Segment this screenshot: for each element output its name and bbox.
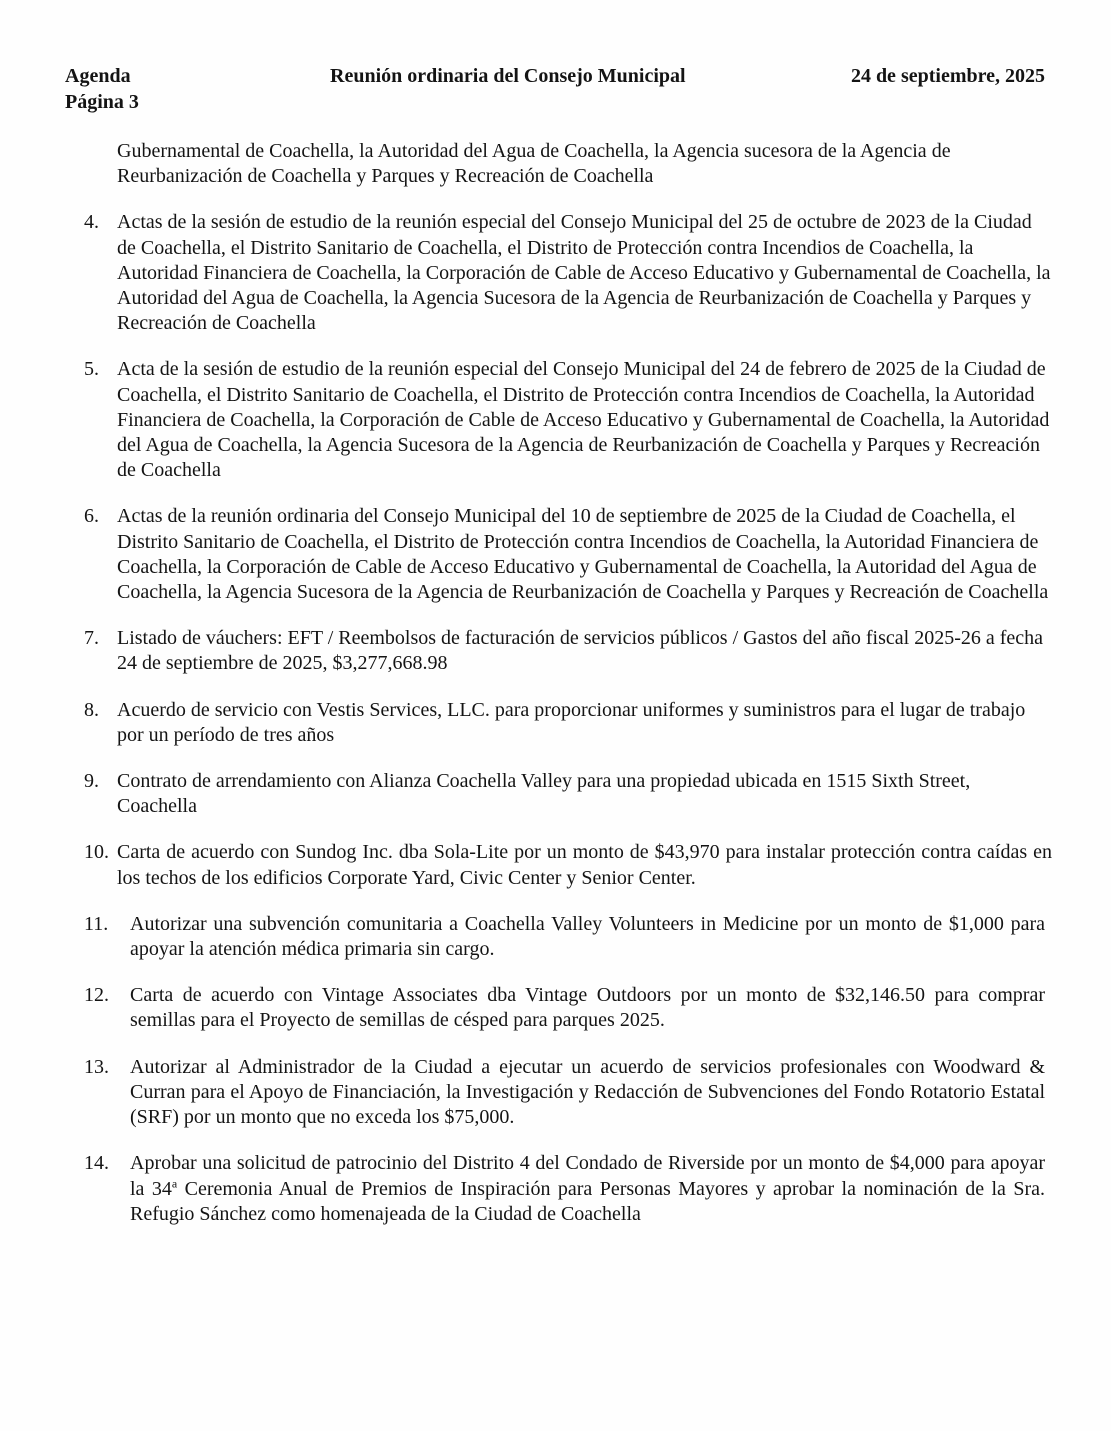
ordinal-superscript: a bbox=[171, 1175, 178, 1190]
agenda-item-8 bbox=[0, 698, 1111, 748]
continued-item-text: Gubernamental de Coachella, la Autoridad del Agua de Coachella, la Agencia sucesora de la Agencia de Reurbanización de Coachella y Parques y Recreación de Coachella bbox=[117, 140, 951, 188]
item-number: 4. bbox=[84, 211, 99, 234]
item-number: 14. bbox=[84, 1152, 109, 1175]
item-number: 6. bbox=[84, 505, 99, 528]
item-text: Actas de la reunión ordinaria del Consejo Municipal del 10 de septiembre de 2025 de la Ciudad de Coachella, el Distrito Sanitario de Coachella, el Distrito de Protección contra Incendios de Coachella, la Autoridad Financiera de Coachella, la Corporación de Cable de Acceso Educativo y Gubernamental de Coachella, la Autoridad del Agua de Coachella, la Agencia Sucesora de la Agencia de Reurbanización de Coachella y Parques y Recreación de Coachella bbox=[117, 505, 1049, 604]
header-meeting-date: 24 de septiembre, 2025 bbox=[850, 65, 1045, 87]
item-text: Autorizar una subvención comunitaria a Coachella Valley Volunteers in Medicine por un monto de $1,000 para apoyar la atención médica primaria sin cargo. bbox=[130, 912, 1045, 961]
item-text: Autorizar al Administrador de la Ciudad a ejecutar un acuerdo de servicios profesionales con Woodward & Curran para el Apoyo de Financiación, la Investigación y Redacción de Subvenciones del Fondo Rotatorio Estatal (SRF) por un monto que no exceda los $75,000. bbox=[130, 1055, 1045, 1129]
agenda-item-10 bbox=[0, 840, 1111, 890]
item-number: 5. bbox=[84, 358, 99, 381]
header-page-number: Página 3 bbox=[65, 91, 139, 113]
item-text: Acta de la sesión de estudio de la reunión especial del Consejo Municipal del 24 de febrero de 2025 de la Ciudad de Coachella, el Distrito Sanitario de Coachella, el Distrito de Protección contra Incendios de Coachella, la Autoridad Financiera de Coachella, la Corporación de Cable de Acceso Educativo y Gubernamental de Coachella, la Autoridad del Agua de Coachella, la Agencia Sucesora de la Agencia de Reurbanización de Coachella y Parques y Recreación de Coachella bbox=[117, 358, 1050, 482]
item-number: 11. bbox=[84, 912, 109, 935]
item-text bbox=[130, 1151, 1045, 1227]
agenda-body bbox=[0, 139, 1111, 1248]
item-number: 9. bbox=[84, 770, 99, 793]
item-number: 13. bbox=[84, 1055, 109, 1078]
agenda-item-6 bbox=[0, 504, 1111, 605]
item-number: 10. bbox=[84, 841, 109, 864]
agenda-item-11 bbox=[0, 912, 1111, 962]
item-number: 12. bbox=[84, 984, 109, 1007]
header-meeting-title: Reunión ordinaria del Consejo Municipal bbox=[330, 65, 686, 87]
item-text: Actas de la sesión de estudio de la reunión especial del Consejo Municipal del 25 de octubre de 2023 de la Ciudad de Coachella, el Distrito Sanitario de Coachella, el Distrito de Protección contra Incendios de Coachella, la Autoridad Financiera de Coachella, la Corporación de Cable de Acceso Educativo y Gubernamental de Coachella, la Autoridad del Agua de Coachella, la Agencia Sucesora de la Agencia de Reurbanización de Coachella y Parques y Recreación de Coachella bbox=[117, 211, 1051, 335]
item-text: Carta de acuerdo con Vintage Associates dba Vintage Outdoors por un monto de $32,146.50 para comprar semillas para el Proyecto de semillas de césped para parques 2025. bbox=[130, 984, 1045, 1032]
item-text-part-1: Aprobar una solicitud de patrocinio del Distrito 4 del Condado de Riverside por un monto de $4,000 para apoyar la 34 bbox=[130, 1152, 1045, 1200]
item-text: Listado de váuchers: EFT / Reembolsos de facturación de servicios públicos / Gastos del año fiscal 2025-26 a fecha 24 de septiembre de 2025, $3,277,668.98 bbox=[117, 627, 1044, 675]
item-text: Contrato de arrendamiento con Alianza Coachella Valley para una propiedad ubicada en 1515 Sixth Street, Coachella bbox=[117, 770, 971, 818]
item-text: Carta de acuerdo con Sundog Inc. dba Sola-Lite por un monto de $43,970 para instalar protección contra caídas en los techos de los edificios Corporate Yard, Civic Center y Senior Center. bbox=[117, 841, 1052, 889]
item-text-part-2: Ceremonia Anual de Premios de Inspiración para Personas Mayores y aprobar la nominación de la Sra. Refugio Sánchez como homenajeada de la Ciudad de Coachella bbox=[130, 1177, 1046, 1225]
agenda-item-4 bbox=[0, 210, 1111, 336]
item-text: Acuerdo de servicio con Vestis Services, LLC. para proporcionar uniformes y suministros para el lugar de trabajo por un período de tres años bbox=[117, 698, 1026, 746]
agenda-item-5 bbox=[0, 357, 1111, 483]
header-agenda-label: Agenda bbox=[65, 65, 131, 87]
agenda-item-14 bbox=[0, 1151, 1111, 1227]
item-number: 7. bbox=[84, 627, 99, 650]
item-number: 8. bbox=[84, 698, 99, 721]
agenda-item-12 bbox=[0, 983, 1111, 1033]
agenda-item-7 bbox=[0, 626, 1111, 676]
agenda-item-9 bbox=[0, 769, 1111, 819]
agenda-item-13 bbox=[0, 1055, 1111, 1131]
